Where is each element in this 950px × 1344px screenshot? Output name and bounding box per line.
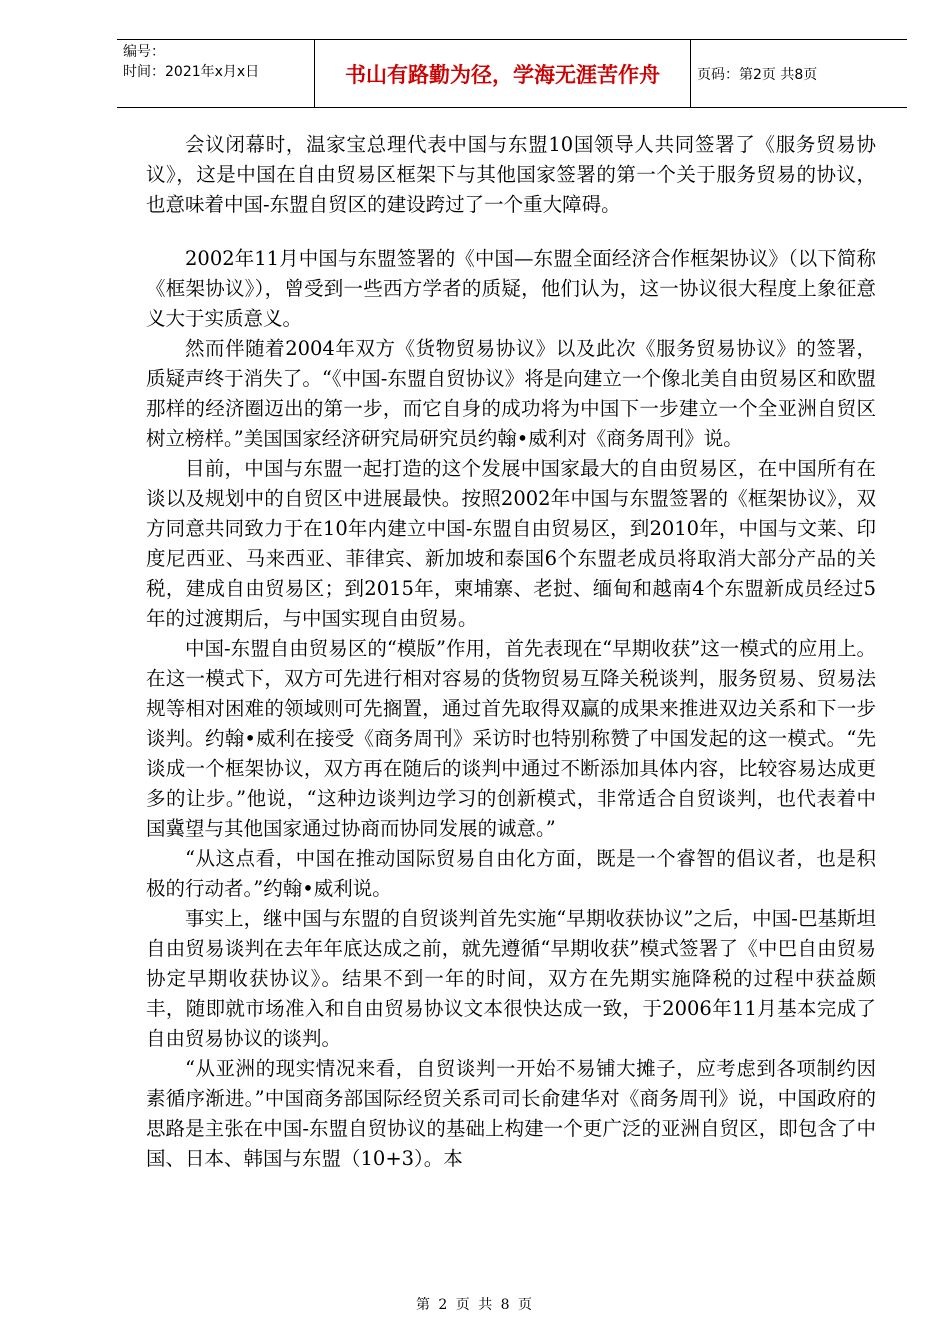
document-body <box>146 130 876 1174</box>
header-meta <box>117 40 315 107</box>
document-time: 时间：2021年x月x日 <box>123 64 260 80</box>
paragraph: 事实上，继中国与东盟的自贸谈判首先实施“早期收获协议”之后，中国-巴基斯坦自由贸易谈判在去年年底达成之前，就先遵循“早期收获”模式签署了《中巴自由贸易协定早期收获协议》。结果不到一年的时间，双方在先期实施降税的过程中获益颇丰，随即就市场准入和自由贸易协议文本很快达成一致，于2006年11月基本完成了自由贸易协议的谈判。 <box>146 907 876 1050</box>
page-header <box>117 39 907 108</box>
header-page-info: 页码：第2页 共8页 <box>697 66 818 83</box>
paragraph: 会议闭幕时，温家宝总理代表中国与东盟10国领导人共同签署了《服务贸易协议》，这是中国在自由贸易区框架下与其他国家签署的第一个关于服务贸易的协议，也意味着中国-东盟自贸区的建设跨过了一个重大障碍。 <box>146 133 876 216</box>
paragraph: 目前，中国与东盟一起打造的这个发展中国家最大的自由贸易区，在中国所有在谈以及规划中的自贸区中进展最快。按照2002年中国与东盟签署的《框架协议》，双方同意共同致力于在10年内建立中国-东盟自由贸易区，到2010年，中国与文莱、印度尼西亚、马来西亚、菲律宾、新加坡和泰国6个东盟老成员将取消大部分产品的关税，建成自由贸易区；到2015年，柬埔寨、老挝、缅甸和越南4个东盟新成员经过5年的过渡期后，与中国实现自由贸易。 <box>146 457 876 630</box>
page-footer: 第 2 页 共 8 页 <box>415 1297 535 1313</box>
paragraph: 然而伴随着2004年双方《货物贸易协议》以及此次《服务贸易协议》的签署，质疑声终于消失了。“《中国-东盟自贸协议》将是向建立一个像北美自由贸易区和欧盟那样的经济圈迈出的第一步，而它自身的成功将为中国下一步建立一个全亚洲自贸区树立榜样。”美国国家经济研究局研究员约翰•威利对《商务周刊》说。 <box>146 337 876 450</box>
paragraph: 2002年11月中国与东盟签署的《中国—东盟全面经济合作框架协议》（以下简称《框架协议》），曾受到一些西方学者的质疑，他们认为，这一协议很大程度上象征意义大于实质意义。 <box>146 247 876 330</box>
paragraph: “从这点看，中国在推动国际贸易自由化方面，既是一个睿智的倡议者，也是积极的行动者。”约翰•威利说。 <box>146 847 876 900</box>
paragraph: “从亚洲的现实情况来看，自贸谈判一开始不易铺大摊子，应考虑到各项制约因素循序渐进。”中国商务部国际经贸关系司司长俞建华对《商务周刊》说，中国政府的思路是主张在中国-东盟自贸协议的基础上构建一个更广泛的亚洲自贸区，即包含了中国、日本、韩国与东盟（10+3）。本 <box>146 1057 876 1170</box>
header-motto: 书山有路勤为径，学海无涯苦作舟 <box>315 40 691 107</box>
paragraph: 中国-东盟自由贸易区的“模版”作用，首先表现在“早期收获”这一模式的应用上。在这一模式下，双方可先进行相对容易的货物贸易互降关税谈判，服务贸易、贸易法规等相对困难的领域则可先搁置，通过首先取得双赢的成果来推进双边关系和下一步谈判。约翰•威利在接受《商务周刊》采访时也特别称赞了中国发起的这一模式。“先谈成一个框架协议，双方再在随后的谈判中通过不断添加具体内容，比较容易达成更多的让步。”他说，“这种边谈判边学习的创新模式，非常适合自贸谈判，也代表着中国冀望与其他国家通过协商而协同发展的诚意。” <box>146 637 876 840</box>
document-number-label: 编号： <box>123 44 165 60</box>
